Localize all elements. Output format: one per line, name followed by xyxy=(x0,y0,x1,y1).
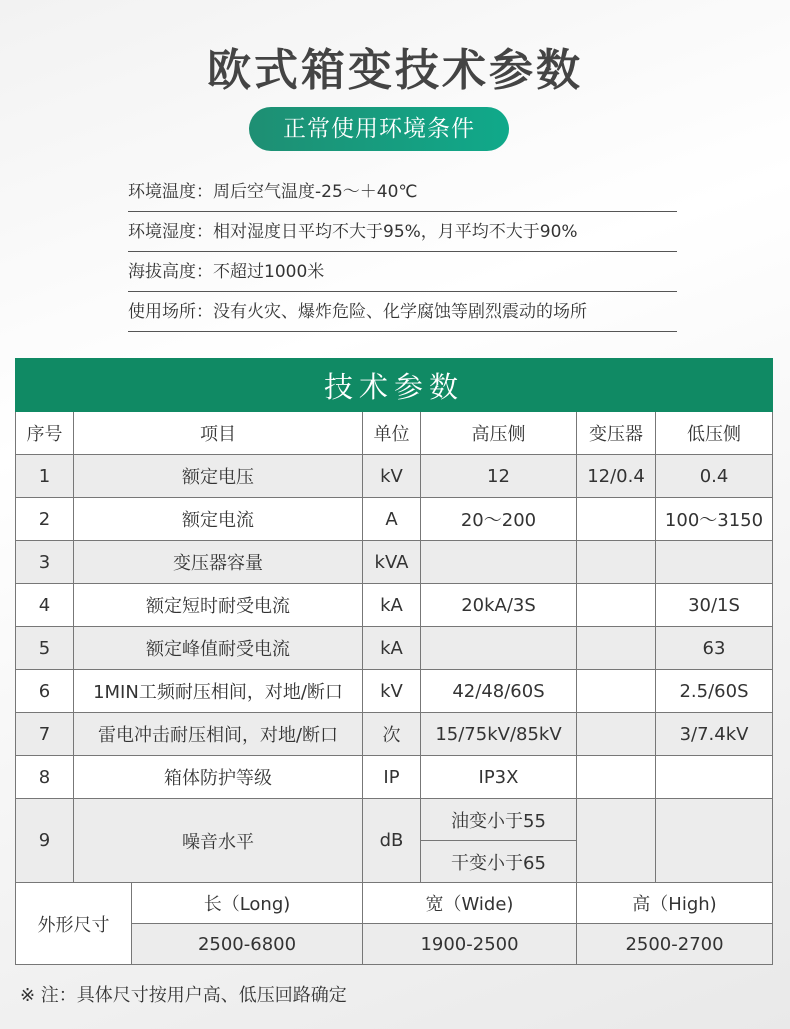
dimension-long-label: 长（Long) xyxy=(132,883,363,924)
row-item: 雷电冲击耐压相间，对地/断口 xyxy=(74,713,363,756)
row-low: 30/1S xyxy=(656,584,773,627)
row-low xyxy=(656,756,773,799)
table-row xyxy=(16,713,773,756)
row-no: 5 xyxy=(16,627,74,670)
row-low: 3/7.4kV xyxy=(656,713,773,756)
row-high: 20～200 xyxy=(421,498,577,541)
row-unit: IP xyxy=(363,756,421,799)
env-row-altitude: 海拔高度：不超过1000米 xyxy=(128,252,677,292)
table-row xyxy=(16,584,773,627)
row-item: 箱体防护等级 xyxy=(74,756,363,799)
dimension-high-label: 高（High) xyxy=(577,883,773,924)
row-item: 额定电流 xyxy=(74,498,363,541)
row-trans xyxy=(577,713,656,756)
row-unit: kA xyxy=(363,584,421,627)
dimensions-label: 外形尺寸 xyxy=(16,883,132,965)
column-header-low: 低压侧 xyxy=(656,412,773,455)
row-unit: kV xyxy=(363,670,421,713)
row-item: 额定峰值耐受电流 xyxy=(74,627,363,670)
table-row xyxy=(16,627,773,670)
row-trans xyxy=(577,799,656,883)
env-row-temperature: 环境温度：周后空气温度-25～＋40℃ xyxy=(128,172,677,212)
env-row-location: 使用场所：没有火灾、爆炸危险、化学腐蚀等剧烈震动的场所 xyxy=(128,292,677,332)
table-row xyxy=(16,541,773,584)
row-no: 3 xyxy=(16,541,74,584)
dimension-long-value: 2500-6800 xyxy=(132,924,363,965)
dimension-high-value: 2500-2700 xyxy=(577,924,773,965)
env-row-humidity: 环境湿度：相对湿度日平均不大于95%，月平均不大于90% xyxy=(128,212,677,252)
spec-table-header: 技术参数 xyxy=(16,359,773,412)
dimension-wide-label: 宽（Wide) xyxy=(363,883,577,924)
row-trans xyxy=(577,670,656,713)
row-no: 1 xyxy=(16,455,74,498)
row-trans: 12/0.4 xyxy=(577,455,656,498)
table-row-noise xyxy=(16,799,773,841)
page-title: 欧式箱变技术参数 xyxy=(207,45,583,96)
row-low: 100～3150 xyxy=(656,498,773,541)
row-high xyxy=(421,627,577,670)
row-no: 6 xyxy=(16,670,74,713)
row-high: 20kA/3S xyxy=(421,584,577,627)
row-item: 噪音水平 xyxy=(74,799,363,883)
row-low: 2.5/60S xyxy=(656,670,773,713)
row-item: 1MIN工频耐压相间，对地/断口 xyxy=(74,670,363,713)
spec-table xyxy=(15,358,773,965)
row-trans xyxy=(577,627,656,670)
env-section-label: 正常使用环境条件 xyxy=(249,107,509,151)
row-trans xyxy=(577,584,656,627)
row-high: 42/48/60S xyxy=(421,670,577,713)
table-row xyxy=(16,670,773,713)
dimension-wide-value: 1900-2500 xyxy=(363,924,577,965)
column-header-high: 高压侧 xyxy=(421,412,577,455)
row-no: 7 xyxy=(16,713,74,756)
row-no: 2 xyxy=(16,498,74,541)
env-conditions-list xyxy=(128,172,677,332)
row-high: 15/75kV/85kV xyxy=(421,713,577,756)
row-high xyxy=(421,541,577,584)
table-row xyxy=(16,498,773,541)
row-item: 变压器容量 xyxy=(74,541,363,584)
row-trans xyxy=(577,498,656,541)
table-row xyxy=(16,756,773,799)
row-item: 额定电压 xyxy=(74,455,363,498)
noise-oil: 油变小于55 xyxy=(421,799,577,841)
row-trans xyxy=(577,756,656,799)
row-low xyxy=(656,799,773,883)
row-high: 12 xyxy=(421,455,577,498)
footnote: ※ 注：具体尺寸按用户高、低压回路确定 xyxy=(20,985,347,1006)
row-unit: A xyxy=(363,498,421,541)
row-low: 63 xyxy=(656,627,773,670)
row-no: 4 xyxy=(16,584,74,627)
row-unit: kA xyxy=(363,627,421,670)
noise-dry: 干变小于65 xyxy=(421,841,577,883)
row-unit: 次 xyxy=(363,713,421,756)
row-high: IP3X xyxy=(421,756,577,799)
row-item: 额定短时耐受电流 xyxy=(74,584,363,627)
column-header-item: 项目 xyxy=(74,412,363,455)
row-trans xyxy=(577,541,656,584)
row-no: 9 xyxy=(16,799,74,883)
column-header-unit: 单位 xyxy=(363,412,421,455)
row-unit: kV xyxy=(363,455,421,498)
column-header-trans: 变压器 xyxy=(577,412,656,455)
row-no: 8 xyxy=(16,756,74,799)
row-low: 0.4 xyxy=(656,455,773,498)
column-header-no: 序号 xyxy=(16,412,74,455)
row-unit: kVA xyxy=(363,541,421,584)
row-low xyxy=(656,541,773,584)
table-row xyxy=(16,455,773,498)
row-unit: dB xyxy=(363,799,421,883)
